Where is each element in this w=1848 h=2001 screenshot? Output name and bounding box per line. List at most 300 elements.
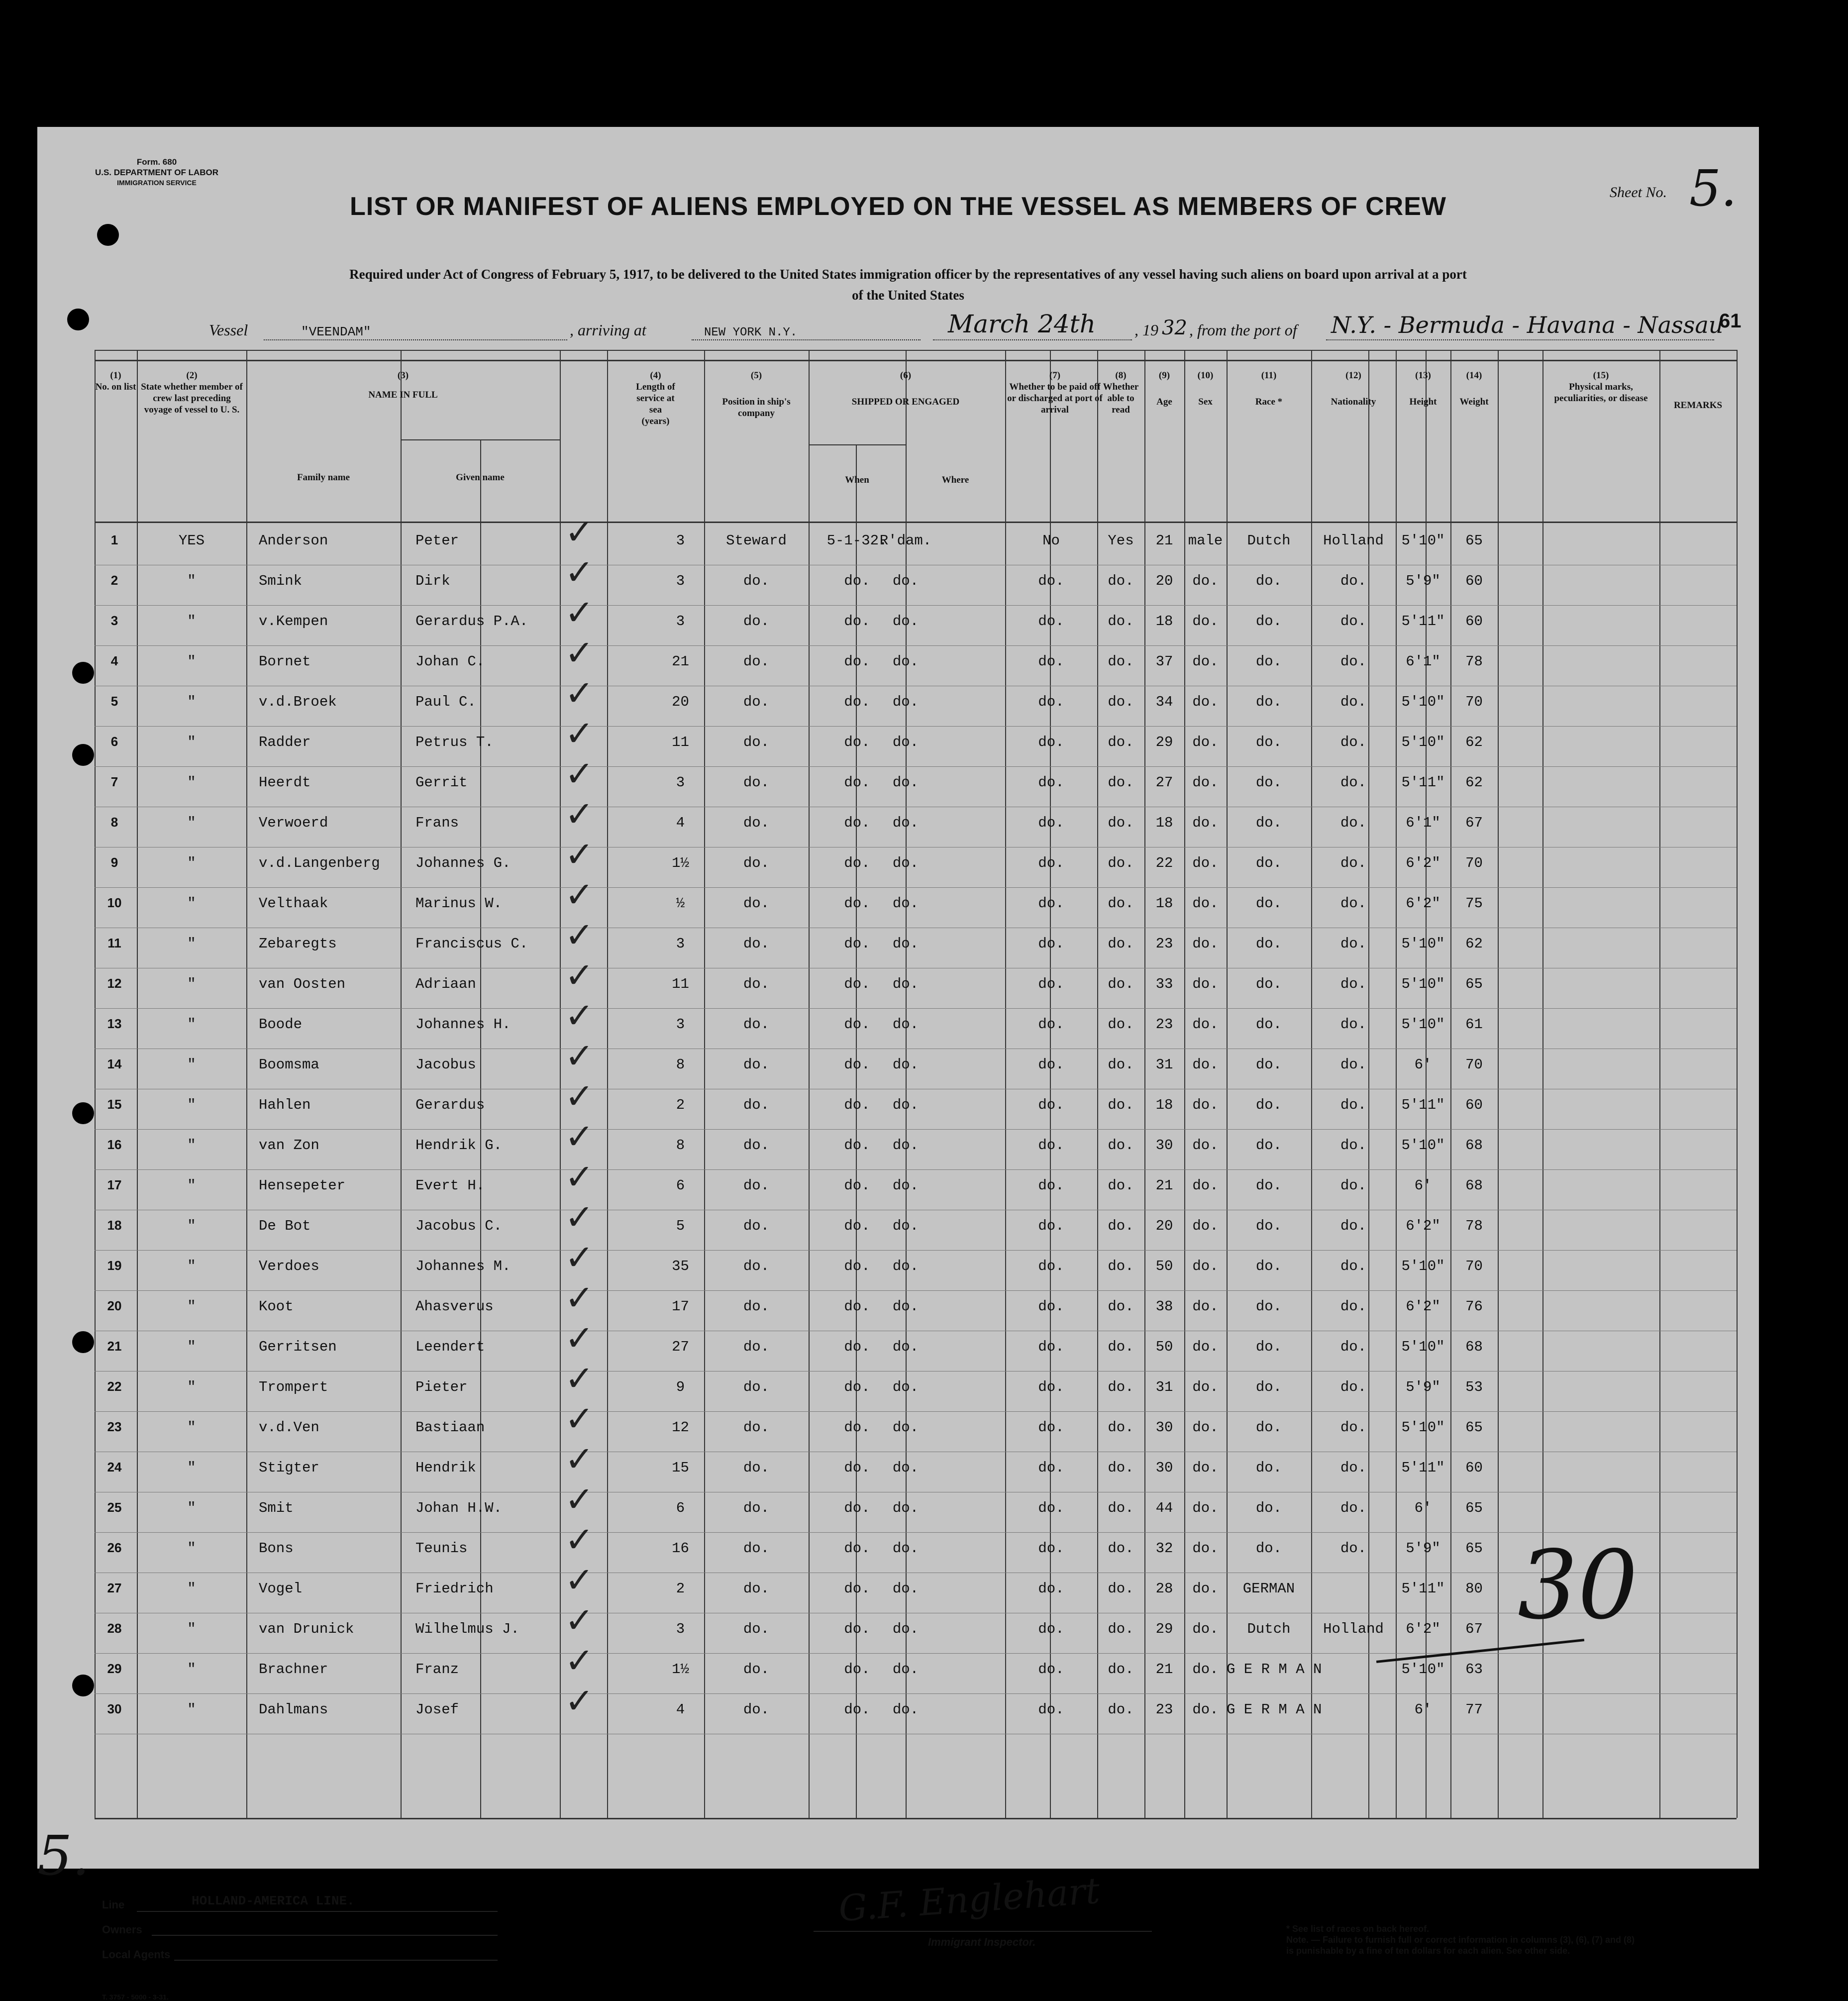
cell-position: do.	[743, 1137, 770, 1154]
shipped-split-divider	[856, 444, 857, 1818]
cell-paid-off: do.	[1038, 1298, 1064, 1315]
cell-position: do.	[743, 1500, 770, 1516]
cell-row-number: 7	[110, 774, 118, 789]
cell-position: do.	[743, 895, 770, 912]
footnote-note: Note. — Failure to furnish full or correct information in columns (3), (6), (7) and (8)	[1286, 1935, 1635, 1945]
cell-weight: 65	[1465, 1500, 1483, 1516]
cell-weight: 70	[1465, 1056, 1483, 1073]
cell-race: do.	[1255, 815, 1282, 831]
inspector-signature: G.F. Englehart	[837, 1869, 1101, 1930]
cell-sex: do.	[1192, 1177, 1219, 1194]
cell-age: 34	[1155, 694, 1173, 710]
cell-shipped-where: do.	[892, 1097, 919, 1113]
header-weight: (14) Weight	[1459, 370, 1489, 407]
cell-age: 18	[1155, 1097, 1173, 1113]
cell-given-name: Franciscus C.	[415, 936, 528, 952]
col-divider	[1737, 350, 1738, 1818]
crew-table	[95, 350, 1737, 1823]
cell-length-of-service: 4	[676, 815, 685, 831]
cell-able-to-read: do.	[1108, 694, 1134, 710]
col-divider	[1005, 350, 1006, 1818]
cell-length-of-service: 3	[676, 532, 685, 549]
cell-family-name: Boomsma	[259, 1056, 319, 1073]
cell-length-of-service: 3	[676, 1621, 685, 1637]
cell-shipped-when: do.	[844, 774, 870, 791]
row-rule	[95, 1250, 1737, 1251]
header-previous-voyage: (2) State whether member of crew last preceding voyage of vessel to U. S.	[141, 370, 243, 415]
cell-able-to-read: do.	[1108, 1540, 1134, 1557]
cell-shipped-where: do.	[892, 613, 919, 630]
cell-nationality: do.	[1340, 694, 1367, 710]
year-prefix: , 19	[1134, 321, 1158, 339]
cell-sex: do.	[1192, 895, 1219, 912]
cell-previous-voyage: "	[187, 1419, 196, 1436]
cell-shipped-when: do.	[844, 1460, 870, 1476]
cell-family-name: Heerdt	[259, 774, 311, 791]
cell-height: 6'2"	[1406, 895, 1440, 912]
cell-family-name: Smink	[259, 573, 303, 589]
cell-age: 50	[1155, 1339, 1173, 1355]
cell-sex: do.	[1192, 1460, 1219, 1476]
cell-family-name: Boode	[259, 1016, 303, 1033]
cell-length-of-service: 6	[676, 1500, 685, 1516]
cell-weight: 65	[1465, 1540, 1483, 1557]
cell-age: 30	[1155, 1419, 1173, 1436]
cell-given-name: Dirk	[415, 573, 450, 589]
cell-shipped-where: do.	[892, 774, 919, 791]
row-rule	[95, 1290, 1737, 1291]
cell-weight: 63	[1465, 1661, 1483, 1678]
cell-length-of-service: 2	[676, 1580, 685, 1597]
cell-nationality: do.	[1340, 815, 1367, 831]
cell-length-of-service: 2	[676, 1097, 685, 1113]
cell-able-to-read: do.	[1108, 1137, 1134, 1154]
binder-hole	[72, 1102, 94, 1124]
cell-position: do.	[743, 1460, 770, 1476]
cell-position: do.	[743, 694, 770, 710]
cell-given-name: Peter	[415, 532, 459, 549]
cell-able-to-read: do.	[1108, 573, 1134, 589]
cell-sex: do.	[1192, 1379, 1219, 1395]
cell-sex: do.	[1192, 573, 1219, 589]
cell-sex: do.	[1192, 653, 1219, 670]
col-divider	[1426, 350, 1427, 1818]
cell-row-number: 14	[107, 1056, 122, 1071]
cell-length-of-service: 17	[672, 1298, 689, 1315]
owners-label: Owners	[102, 1923, 142, 1936]
cell-shipped-where: do.	[892, 1016, 919, 1033]
col-divider	[704, 350, 705, 1818]
cell-given-name: Johan H.W.	[415, 1500, 503, 1516]
cell-height: 5'11"	[1401, 774, 1445, 791]
cell-race: do.	[1255, 1137, 1282, 1154]
cell-able-to-read: do.	[1108, 1258, 1134, 1274]
cell-height: 5'10"	[1401, 532, 1445, 549]
line-label: Line	[102, 1898, 125, 1911]
cell-height: 6'	[1414, 1500, 1432, 1516]
cell-weight: 75	[1465, 895, 1483, 912]
cell-given-name: Jacobus C.	[415, 1218, 503, 1234]
cell-able-to-read: do.	[1108, 1177, 1134, 1194]
header-bottom-border	[95, 522, 1737, 523]
cell-shipped-where: do.	[892, 1177, 919, 1194]
cell-shipped-when: do.	[844, 936, 870, 952]
cell-shipped-when: do.	[844, 1056, 870, 1073]
cell-weight: 61	[1465, 1016, 1483, 1033]
cell-paid-off: do.	[1038, 1218, 1064, 1234]
cell-paid-off: do.	[1038, 1460, 1064, 1476]
col-divider	[1097, 350, 1098, 1818]
cell-shipped-when: do.	[844, 613, 870, 630]
cell-age: 20	[1155, 1218, 1173, 1234]
cell-shipped-where: do.	[892, 895, 919, 912]
cell-given-name: Petrus T.	[415, 734, 494, 750]
cell-weight: 60	[1465, 1460, 1483, 1476]
cell-given-name: Johan C.	[415, 653, 485, 670]
cell-able-to-read: do.	[1108, 895, 1134, 912]
cell-nationality: do.	[1340, 1419, 1367, 1436]
cell-given-name: Evert H.	[415, 1177, 485, 1194]
cell-family-name: Bons	[259, 1540, 294, 1557]
cell-family-name: Trompert	[259, 1379, 328, 1395]
cell-paid-off: do.	[1038, 774, 1064, 791]
from-port-fill-line	[1326, 339, 1714, 340]
cell-length-of-service: 9	[676, 1379, 685, 1395]
cell-sex: male	[1188, 532, 1223, 549]
cell-paid-off: do.	[1038, 573, 1064, 589]
cell-shipped-when: do.	[844, 1097, 870, 1113]
cell-row-number: 11	[107, 936, 121, 950]
cell-age: 37	[1155, 653, 1173, 670]
cell-shipped-when: do.	[844, 1258, 870, 1274]
cell-weight: 62	[1465, 936, 1483, 952]
check-mark-icon: ✓	[565, 1642, 594, 1681]
cell-position: do.	[743, 573, 770, 589]
cell-shipped-where: do.	[892, 1339, 919, 1355]
cell-row-number: 20	[107, 1298, 122, 1313]
col-divider	[906, 350, 907, 1818]
header-height: (13) Height	[1409, 370, 1437, 407]
cell-length-of-service: 3	[676, 613, 685, 630]
cell-sex: do.	[1192, 1540, 1219, 1557]
cell-family-name: v.d.Langenberg	[259, 855, 380, 871]
cell-given-name: Teunis	[415, 1540, 468, 1557]
cell-given-name: Gerardus P.A.	[415, 613, 528, 630]
cell-length-of-service: 6	[676, 1177, 685, 1194]
cell-height: 5'11"	[1401, 1460, 1445, 1476]
cell-previous-voyage: "	[187, 1016, 196, 1033]
manifest-page	[37, 127, 1759, 2001]
cell-weight: 62	[1465, 774, 1483, 791]
total-annotation: 30	[1518, 1530, 1638, 1640]
cell-length-of-service: 8	[676, 1056, 685, 1073]
cell-shipped-when: do.	[844, 1339, 870, 1355]
cell-paid-off: do.	[1038, 1016, 1064, 1033]
cell-length-of-service: 11	[672, 734, 689, 750]
cell-sex: do.	[1192, 1701, 1219, 1718]
subtitle-line-2: of the United States	[852, 288, 964, 303]
row-rule	[95, 766, 1737, 767]
cell-paid-off: do.	[1038, 694, 1064, 710]
cell-given-name: Hendrik G.	[415, 1137, 503, 1154]
cell-row-number: 18	[107, 1218, 122, 1233]
cell-length-of-service: 11	[672, 976, 689, 992]
cell-shipped-where: do.	[892, 815, 919, 831]
date-fill-line	[933, 339, 1132, 340]
cell-shipped-when: do.	[844, 855, 870, 871]
cell-height: 5'9"	[1406, 1540, 1440, 1557]
cell-age: 28	[1155, 1580, 1173, 1597]
cell-nationality: do.	[1340, 653, 1367, 670]
col-divider	[1450, 350, 1451, 1818]
cell-height: 6'1"	[1406, 653, 1440, 670]
binder-hole	[72, 744, 94, 766]
row-rule	[95, 887, 1737, 888]
department-name: U.S. DEPARTMENT OF LABOR	[95, 168, 219, 177]
cell-shipped-when: do.	[844, 815, 870, 831]
header-given-name: Given name	[456, 472, 505, 483]
cell-height: 6'	[1414, 1177, 1432, 1194]
cell-family-name: Radder	[259, 734, 311, 750]
cell-race: do.	[1255, 1540, 1282, 1557]
cell-previous-voyage: "	[187, 1379, 196, 1395]
cell-paid-off: do.	[1038, 855, 1064, 871]
cell-given-name: Leendert	[415, 1339, 485, 1355]
cell-previous-voyage: "	[187, 1177, 196, 1194]
cell-given-name: Bastiaan	[415, 1419, 485, 1436]
cell-position: do.	[743, 1580, 770, 1597]
form-number: Form. 680	[136, 157, 177, 167]
cell-family-name: Hensepeter	[259, 1177, 346, 1194]
cell-family-name: van Oosten	[259, 976, 346, 992]
col-divider	[1659, 350, 1660, 1818]
cell-height: 5'9"	[1406, 1379, 1440, 1395]
check-mark-icon: ✓	[565, 1441, 594, 1479]
cell-previous-voyage: "	[187, 1056, 196, 1073]
cell-given-name: Jacobus	[415, 1056, 476, 1073]
cell-able-to-read: do.	[1108, 1339, 1134, 1355]
cell-shipped-where: do.	[892, 653, 919, 670]
row-rule	[95, 1693, 1737, 1694]
cell-height: 6'	[1414, 1701, 1432, 1718]
cell-sex: do.	[1192, 1137, 1219, 1154]
cell-previous-voyage: "	[187, 976, 196, 992]
row-rule	[95, 1129, 1737, 1130]
cell-paid-off: do.	[1038, 815, 1064, 831]
cell-nationality: do.	[1340, 1016, 1367, 1033]
cell-race: do.	[1255, 1218, 1282, 1234]
cell-age: 29	[1155, 1621, 1173, 1637]
cell-weight: 76	[1465, 1298, 1483, 1315]
cell-paid-off: do.	[1038, 1258, 1064, 1274]
cell-able-to-read: do.	[1108, 734, 1134, 750]
cell-position: do.	[743, 774, 770, 791]
cell-age: 27	[1155, 774, 1173, 791]
cell-shipped-when: do.	[844, 694, 870, 710]
cell-able-to-read: do.	[1108, 1218, 1134, 1234]
cell-length-of-service: 4	[676, 1701, 685, 1718]
table-bottom-border	[95, 1818, 1737, 1819]
col-divider	[1144, 350, 1145, 1818]
cell-position: do.	[743, 1298, 770, 1315]
cell-shipped-when: do.	[844, 1580, 870, 1597]
check-mark-icon: ✓	[565, 514, 594, 552]
cell-row-number: 3	[110, 613, 118, 628]
cell-previous-voyage: "	[187, 1580, 196, 1597]
cell-shipped-when: do.	[844, 1137, 870, 1154]
cell-length-of-service: 12	[672, 1419, 689, 1436]
col-divider	[1311, 350, 1312, 1818]
col-divider	[137, 350, 138, 1818]
from-port: N.Y. - Bermuda - Havana - Nassau	[1331, 312, 1724, 338]
cell-nationality: do.	[1340, 1460, 1367, 1476]
binder-hole	[72, 662, 94, 684]
cell-family-name: Hahlen	[259, 1097, 311, 1113]
cell-race: do.	[1255, 1419, 1282, 1436]
cell-weight: 60	[1465, 1097, 1483, 1113]
header-position: (5) Position in ship's company	[722, 370, 791, 419]
cell-height: 6'2"	[1406, 1621, 1440, 1637]
cell-shipped-where: do.	[892, 694, 919, 710]
cell-race: do.	[1255, 774, 1282, 791]
cell-weight: 65	[1465, 976, 1483, 992]
cell-weight: 60	[1465, 613, 1483, 630]
cell-weight: 70	[1465, 1258, 1483, 1274]
cell-shipped-where: do.	[892, 1419, 919, 1436]
cell-able-to-read: do.	[1108, 1580, 1134, 1597]
cell-row-number: 12	[107, 976, 122, 991]
cell-position: do.	[743, 1540, 770, 1557]
cell-paid-off: do.	[1038, 1339, 1064, 1355]
cell-shipped-when: do.	[844, 1540, 870, 1557]
cell-previous-voyage: "	[187, 613, 196, 630]
cell-row-number: 25	[107, 1500, 122, 1515]
cell-length-of-service: 27	[672, 1339, 689, 1355]
cell-previous-voyage: "	[187, 895, 196, 912]
cell-shipped-when: do.	[844, 1218, 870, 1234]
cell-age: 29	[1155, 734, 1173, 750]
cell-sex: do.	[1192, 1298, 1219, 1315]
cell-shipped-where: do.	[892, 976, 919, 992]
cell-able-to-read: Yes	[1108, 532, 1134, 549]
cell-row-number: 19	[107, 1258, 122, 1273]
cell-row-number: 23	[107, 1419, 122, 1434]
cell-previous-voyage: "	[187, 1500, 196, 1516]
cell-length-of-service: 3	[676, 936, 685, 952]
cell-previous-voyage: "	[187, 653, 196, 670]
cell-family-name: Koot	[259, 1298, 294, 1315]
check-mark-icon: ✓	[565, 1360, 594, 1398]
vessel-name: "VEENDAM"	[301, 324, 371, 339]
row-rule	[95, 1653, 1737, 1654]
cell-race: do.	[1255, 1258, 1282, 1274]
cell-position: do.	[743, 1701, 770, 1718]
header-shipped-or-engaged: (6) SHIPPED OR ENGAGED	[851, 370, 960, 407]
cell-previous-voyage: "	[187, 1258, 196, 1274]
cell-previous-voyage: "	[187, 1540, 196, 1557]
cell-shipped-where: do.	[892, 1379, 919, 1395]
cell-race: do.	[1255, 1298, 1282, 1315]
cell-weight: 77	[1465, 1701, 1483, 1718]
cell-given-name: Paul C.	[415, 694, 476, 710]
cell-sex: do.	[1192, 1419, 1219, 1436]
cell-age: 31	[1155, 1379, 1173, 1395]
cell-able-to-read: do.	[1108, 774, 1134, 791]
cell-weight: 70	[1465, 694, 1483, 710]
cell-nationality: do.	[1340, 1540, 1367, 1557]
check-mark-icon: ✓	[565, 1481, 594, 1519]
cell-nationality: do.	[1340, 1379, 1367, 1395]
arrival-port: NEW YORK N.Y.	[704, 326, 798, 339]
cell-given-name: Friedrich	[415, 1580, 494, 1597]
cell-age: 32	[1155, 1540, 1173, 1557]
cell-given-name: Frans	[415, 815, 459, 831]
check-mark-icon: ✓	[565, 1239, 594, 1277]
col-divider	[246, 350, 247, 1818]
cell-race: G E R M A N	[1227, 1661, 1322, 1678]
cell-paid-off: do.	[1038, 1621, 1064, 1637]
col-divider	[1184, 350, 1185, 1818]
cell-height: 5'10"	[1401, 1419, 1445, 1436]
cell-race: do.	[1255, 1056, 1282, 1073]
cell-race: do.	[1255, 895, 1282, 912]
cell-nationality: do.	[1340, 1258, 1367, 1274]
cell-able-to-read: do.	[1108, 1056, 1134, 1073]
cell-paid-off: do.	[1038, 1379, 1064, 1395]
cell-height: 6'2"	[1406, 1298, 1440, 1315]
header-shipped-when: When	[845, 475, 869, 485]
cell-shipped-when: do.	[844, 1621, 870, 1637]
cell-age: 23	[1155, 1016, 1173, 1033]
cell-age: 50	[1155, 1258, 1173, 1274]
arrival-year: 32	[1162, 316, 1187, 339]
cell-row-number: 13	[107, 1016, 122, 1031]
check-mark-icon: ✓	[565, 554, 594, 592]
cell-nationality: do.	[1340, 1056, 1367, 1073]
document-subtitle	[112, 264, 1704, 306]
check-mark-icon: ✓	[565, 755, 594, 794]
cell-able-to-read: do.	[1108, 1701, 1134, 1718]
cell-shipped-where: do.	[892, 1540, 919, 1557]
header-shipped-where: Where	[941, 475, 969, 485]
cell-position: Steward	[726, 532, 787, 549]
cell-paid-off: do.	[1038, 895, 1064, 912]
table-top-border-double	[95, 360, 1737, 361]
cell-shipped-where: do.	[892, 573, 919, 589]
cell-sex: do.	[1192, 1661, 1219, 1678]
cell-shipped-where: do.	[892, 1056, 919, 1073]
cell-shipped-when: do.	[844, 1298, 870, 1315]
cell-weight: 60	[1465, 573, 1483, 589]
cell-nationality: do.	[1340, 734, 1367, 750]
footnote-races: * See list of races on back hereof.	[1286, 1924, 1430, 1934]
cell-family-name: Brachner	[259, 1661, 328, 1678]
cell-row-number: 5	[110, 694, 118, 709]
vessel-label: Vessel	[209, 321, 248, 339]
cell-shipped-when: do.	[844, 1419, 870, 1436]
cell-race: do.	[1255, 1177, 1282, 1194]
cell-family-name: Anderson	[259, 532, 328, 549]
cell-nationality: do.	[1340, 976, 1367, 992]
cell-race: do.	[1255, 855, 1282, 871]
cell-weight: 80	[1465, 1580, 1483, 1597]
cell-paid-off: do.	[1038, 613, 1064, 630]
cell-length-of-service: 8	[676, 1137, 685, 1154]
cell-family-name: Stigter	[259, 1460, 319, 1476]
cell-shipped-when: do.	[844, 1661, 870, 1678]
cell-length-of-service: 20	[672, 694, 689, 710]
cell-age: 20	[1155, 573, 1173, 589]
